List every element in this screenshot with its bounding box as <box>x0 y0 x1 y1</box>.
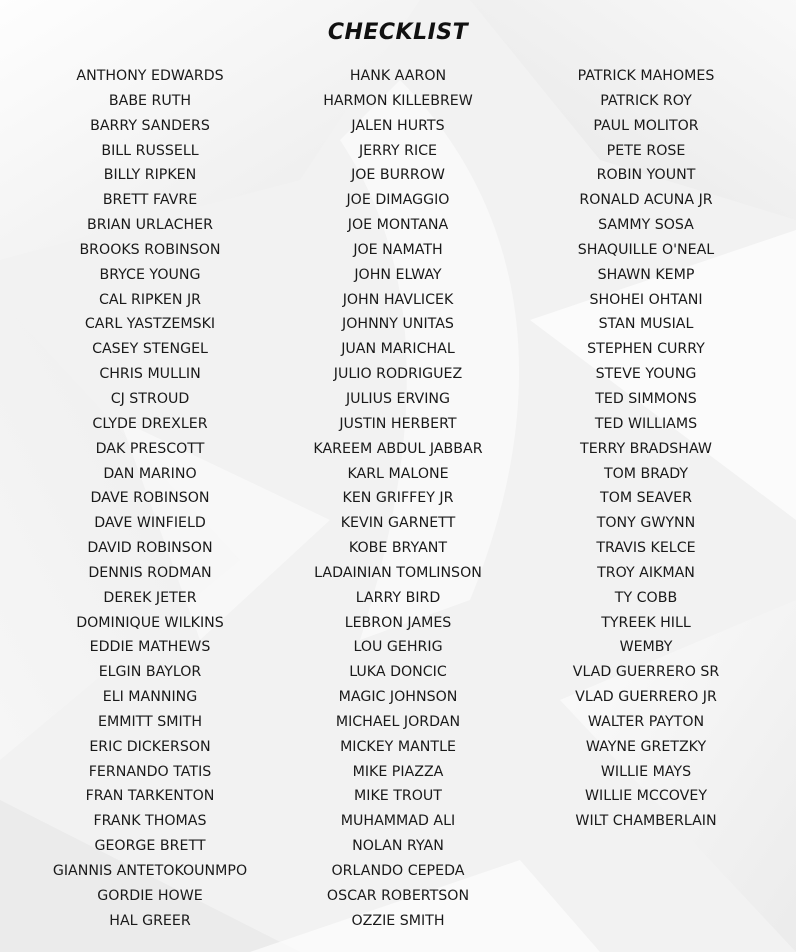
checklist-item: JULIO RODRIGUEZ <box>333 366 463 383</box>
checklist-item: LUKA DONCIC <box>349 664 447 681</box>
checklist-item: SAMMY SOSA <box>598 217 694 234</box>
checklist-item: TERRY BRADSHAW <box>580 440 712 457</box>
checklist-item: HAL GREER <box>109 912 191 929</box>
checklist-item: DAVID ROBINSON <box>87 540 213 557</box>
checklist-item: NOLAN RYAN <box>352 838 444 855</box>
checklist-item: TONY GWYNN <box>596 515 696 532</box>
checklist-item: ERIC DICKERSON <box>89 738 211 755</box>
checklist-item: JOE DIMAGGIO <box>346 192 450 209</box>
checklist-item: RONALD ACUNA JR <box>579 192 713 209</box>
checklist-item: BROOKS ROBINSON <box>79 241 221 258</box>
checklist-item: JERRY RICE <box>358 142 438 159</box>
checklist-item: STAN MUSIAL <box>598 316 694 333</box>
checklist-item: BILL RUSSELL <box>101 142 199 159</box>
checklist-item: DEREK JETER <box>103 589 197 606</box>
checklist-item: MICHAEL JORDAN <box>335 713 461 730</box>
checklist-item: VLAD GUERRERO JR <box>575 689 717 706</box>
checklist-item: PETE ROSE <box>606 142 686 159</box>
checklist-item: PATRICK MAHOMES <box>577 68 715 84</box>
checklist-item: KEVIN GARNETT <box>340 515 456 532</box>
checklist-item: JUSTIN HERBERT <box>339 415 457 432</box>
checklist-item: TY COBB <box>614 589 678 606</box>
checklist-item: FRAN TARKENTON <box>85 788 215 805</box>
checklist-item: WILT CHAMBERLAIN <box>575 813 717 830</box>
checklist-item: BARRY SANDERS <box>90 117 210 134</box>
checklist-item: HARMON KILLEBREW <box>323 92 473 109</box>
checklist-item: LEBRON JAMES <box>344 614 452 631</box>
checklist-item: KOBE BRYANT <box>348 540 448 557</box>
checklist-item: MAGIC JOHNSON <box>338 689 458 706</box>
checklist-item: MIKE TROUT <box>354 788 442 805</box>
checklist-item: MIKE PIAZZA <box>352 763 444 780</box>
checklist-item: PATRICK ROY <box>600 92 692 109</box>
checklist-item: LADAINIAN TOMLINSON <box>314 564 482 581</box>
checklist-item: JULIUS ERVING <box>345 390 451 407</box>
checklist-item: JALEN HURTS <box>351 117 445 134</box>
checklist-item: TOM BRADY <box>603 465 689 482</box>
checklist-item: TED SIMMONS <box>595 390 697 407</box>
checklist-item: ORLANDO CEPEDA <box>331 863 465 879</box>
checklist-item: TED WILLIAMS <box>594 415 698 432</box>
checklist-item: TOM SEAVER <box>600 490 692 507</box>
checklist-item: DAVE ROBINSON <box>90 490 210 507</box>
checklist-column-2 <box>278 64 518 934</box>
checklist-item: WILLIE MAYS <box>600 763 692 780</box>
checklist-item: JOE NAMATH <box>353 241 443 258</box>
checklist-item: SHAQUILLE O'NEAL <box>577 241 715 258</box>
checklist-item: JOHN ELWAY <box>354 266 442 283</box>
checklist-item: JOE MONTANA <box>347 217 449 234</box>
checklist-item: KEN GRIFFEY JR <box>342 490 454 507</box>
checklist-item: BRYCE YOUNG <box>99 266 201 283</box>
checklist-column-1 <box>30 64 270 934</box>
checklist-item: TRAVIS KELCE <box>596 540 696 557</box>
checklist-item: JOE BURROW <box>351 167 445 184</box>
checklist-item: STEVE YOUNG <box>595 366 697 383</box>
checklist-item: SHAWN KEMP <box>597 266 695 283</box>
checklist-item: DENNIS RODMAN <box>88 564 212 581</box>
checklist-item: WILLIE MCCOVEY <box>585 788 707 805</box>
checklist-item: KARL MALONE <box>347 465 449 482</box>
checklist-item: OSCAR ROBERTSON <box>326 887 470 904</box>
checklist-item: OZZIE SMITH <box>351 912 445 929</box>
checklist-item: CAL RIPKEN JR <box>98 291 202 308</box>
checklist-item: BRIAN URLACHER <box>87 217 213 234</box>
checklist-item: JUAN MARICHAL <box>341 341 455 358</box>
checklist-item: GORDIE HOWE <box>97 887 203 904</box>
checklist-item: VLAD GUERRERO SR <box>572 664 720 681</box>
checklist-item: SHOHEI OHTANI <box>589 291 703 308</box>
checklist-item: LOU GEHRIG <box>353 639 443 656</box>
checklist-item: TROY AIKMAN <box>597 564 695 581</box>
checklist-item: WAYNE GRETZKY <box>585 738 707 755</box>
checklist-item: BABE RUTH <box>108 92 192 109</box>
checklist-column-3 <box>526 64 766 834</box>
checklist-item: FERNANDO TATIS <box>88 763 212 780</box>
checklist-item: WALTER PAYTON <box>587 713 705 730</box>
checklist-item: CARL YASTZEMSKI <box>84 316 216 333</box>
checklist-item: DOMINIQUE WILKINS <box>76 614 224 631</box>
checklist-item: BILLY RIPKEN <box>103 167 197 184</box>
checklist-item: DAK PRESCOTT <box>95 440 205 457</box>
checklist-item: TYREEK HILL <box>601 614 691 631</box>
checklist-item: JOHNNY UNITAS <box>342 316 454 333</box>
checklist-item: MICKEY MANTLE <box>340 738 456 755</box>
checklist-item: PAUL MOLITOR <box>593 117 699 134</box>
checklist-item: GEORGE BRETT <box>94 838 206 855</box>
checklist-item: KAREEM ABDUL JABBAR <box>313 440 483 457</box>
checklist-item: DAN MARINO <box>103 465 197 482</box>
checklist-item: ANTHONY EDWARDS <box>76 68 224 84</box>
checklist-item: CHRIS MULLIN <box>99 366 201 383</box>
checklist-item: STEPHEN CURRY <box>587 341 705 358</box>
checklist-item: DAVE WINFIELD <box>94 515 206 532</box>
page-title: CHECKLIST <box>327 20 469 45</box>
checklist-item: LARRY BIRD <box>355 589 441 606</box>
checklist-item: MUHAMMAD ALI <box>340 813 456 830</box>
checklist-item: GIANNIS ANTETOKOUNMPO <box>52 863 248 879</box>
checklist-item: FRANK THOMAS <box>93 813 207 830</box>
checklist-item: CLYDE DREXLER <box>92 415 208 432</box>
checklist-item: ROBIN YOUNT <box>596 167 696 184</box>
checklist-item: CJ STROUD <box>110 390 190 407</box>
checklist-item: HANK AARON <box>349 68 447 84</box>
checklist-item: CASEY STENGEL <box>92 341 208 358</box>
checklist-item: EDDIE MATHEWS <box>89 639 211 656</box>
checklist-item: ELI MANNING <box>102 689 198 706</box>
checklist-item: WEMBY <box>619 639 673 656</box>
checklist-item: JOHN HAVLICEK <box>342 291 454 308</box>
checklist-item: EMMITT SMITH <box>98 713 202 730</box>
checklist-item: ELGIN BAYLOR <box>98 664 202 681</box>
checklist-item: BRETT FAVRE <box>102 192 198 209</box>
